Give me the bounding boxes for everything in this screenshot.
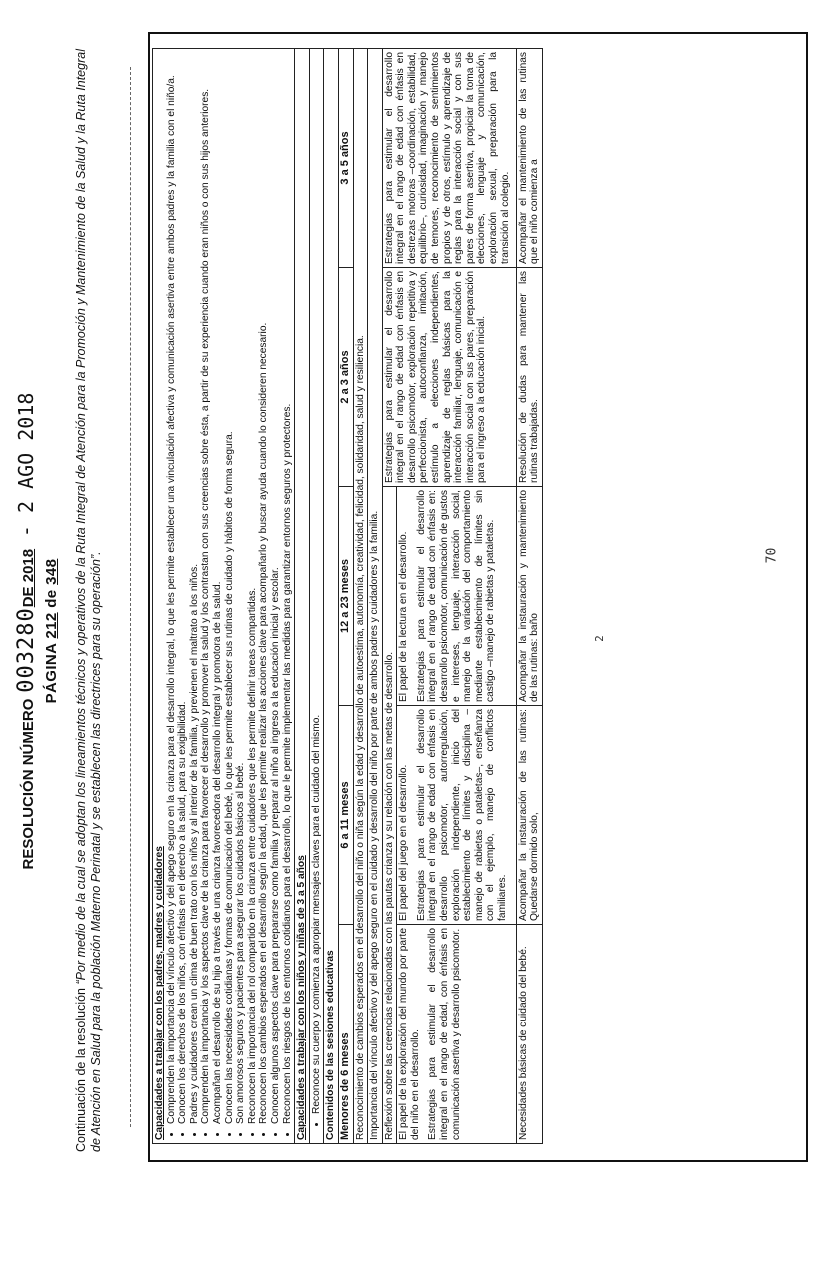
resolution-year: DE 2018 (20, 548, 37, 608)
age-header: 2 a 3 años (338, 268, 353, 487)
content-cell-3-5: Estrategias para estimular el desarrollo integral en el rango de edad con énfasis en destrezas motoras –coordinación, estabilidad, equilibrio–, curiosidad, imaginación y manejo de temores, reconocimiento de sentimientos propios y de otros, estímulo y aprendizaje de reglas para la interacción social y con sus pares de forma asertiva, propiciar la toma de elecciones, lenguaje y comunicación, exploración sexual, preparación para la transición al colegio. (382, 49, 516, 268)
list-item: • Padres y cuidadores crean un clima de buen trato con los niños y al interior de la familia, y previenen el maltrato a los niños. (189, 52, 201, 1124)
age-header: 6 a 11 meses (338, 706, 353, 925)
capacidades-ninos-title-row (295, 49, 310, 1144)
content-cell-2-3: Estrategias para estimular el desarrollo integral en el rango de edad con énfasis en desarrollo psicomotor, exploración repetitiva y perfeccionista, autoconfianza, imitación, estímulo a elecciones independientes, aprendizaje de reglas básicas para la interacción familiar, lenguaje, comunicación e interacción social con sus pares, preparación para el ingreso a la educación inicial. (382, 268, 516, 487)
pagina-label: PÁGINA (43, 643, 60, 704)
cell-paragraph: Estrategias para estimular el desarrollo integral en el rango de edad con énfasis en: desarrollo psicomotor, comunicación de gustos e intereses, lenguaje, interacción social, manejo de la variación del comportamiento mediante establecimiento de límites sin castigo –manejo de rabietas y pataletas. (415, 490, 497, 702)
page-number: 212 (43, 612, 60, 639)
list-item: • Reconocen los riesgos de los entornos cotidianos para el desarrollo, lo que le permite implementar las medidas para garantizar entornos seguros y protectores. (282, 52, 294, 1124)
reflexion-row (382, 49, 397, 1144)
content-cell-6-11 (397, 706, 516, 925)
intro-lead: Continuación de la resolución (74, 988, 88, 1152)
content-table (152, 48, 543, 1144)
content-cell-12-23 (397, 487, 516, 706)
page-count-line (43, 0, 60, 1262)
resolution-title-prefix: RESOLUCIÓN NÚMERO (20, 698, 37, 870)
wide-row (353, 49, 368, 1144)
list-item: • Conocen los derechos de los niños, con énfasis en el derecho a la salud, para su exigibilidad. (177, 52, 189, 1124)
list-item: • Comprenden la importancia del vínculo afectivo y del apego seguro en la crianza para el desarrollo integral, lo que les permite establecer una vinculación afectiva y comunicación asertiva entre ambos padres y la familia con el niño/a. (166, 52, 178, 1124)
capacidades-padres-title: Capacidades a trabajar con los padres, madres y cuidadores (154, 846, 165, 1140)
last-row (516, 49, 542, 1144)
content-cell-0-6 (397, 925, 516, 1144)
reflexion-cell: Reflexión sobre las creencias relacionadas con las pautas crianza y su relación con las metas de desarrollo. (382, 487, 397, 1144)
date-stamp: - 2 AGO 2018 (14, 392, 38, 538)
intro-paragraph (74, 42, 104, 1152)
capacidades-padres-cell (153, 49, 295, 1144)
age-header: Menores de 6 meses (338, 925, 353, 1144)
list-item: • Conocen algunos aspectos clave para prepararse como familia y preparar al niño al ingreso a la educación inicial y escolar. (270, 52, 282, 1124)
list-item: • Son amorosos seguros y pacientes para asegurar los cuidados básicos al bebé. (235, 52, 247, 1124)
intro-quote: “Por medio de la cual se adoptan los lineamientos técnicos y operativos de la Ruta Integral de Atención para la Promoción y Mantenimiento de la Salud y la Ruta Integral de Atención en Salud para la población Materno Perinatal y se establecen las directrices para su operación”. (74, 49, 103, 1152)
cell-paragraph: Estrategias para estimular el desarrollo integral en el rango de edad, con énfasis en comunicación asertiva y desarrollo psicomotor. (427, 928, 462, 1140)
separator-rule (130, 67, 131, 1127)
capacidades-ninos-title: Capacidades a trabajar con los niños y niñas de 3 a 5 años (295, 49, 310, 1144)
list-item: • Reconocen los cambios esperados en el desarrollo según la edad, que les permite realizar las acciones clave para acompañarlo y buscar ayuda cuando lo consideren necesario. (258, 52, 270, 1124)
contenidos-title: Contenidos de las sesiones educativas (324, 49, 339, 1144)
last-row-cell: Acompañar la instauración de las rutinas: Quedarse dormido solo, (516, 706, 542, 925)
contenidos-title-row (324, 49, 339, 1144)
page-total: 348 (43, 558, 60, 585)
capacidades-padres-list (166, 52, 294, 1140)
list-item: • Reconoce su cuerpo y comienza a apropiar mensajes claves para el cuidado del mismo. (311, 52, 323, 1114)
age-header: 12 a 23 meses (338, 487, 353, 706)
last-row-cell: Acompañar la instauración y mantenimiento de las rutinas: baño (516, 487, 542, 706)
margin-mark: 2 (592, 635, 606, 642)
last-row-cell: Necesidades básicas de cuidado del bebé. (516, 925, 542, 1144)
cell-paragraph: El papel de la exploración del mundo por parte del niño en el desarrollo. (398, 928, 421, 1140)
list-item: • Reconocen la importancia del rol compartido en la crianza entre cuidadores que les permite definir tareas compartidas. (247, 52, 259, 1124)
capacidades-ninos-list (311, 52, 323, 1140)
margin-mark: 70 (764, 547, 780, 564)
list-item: • Acompañan el desarrollo de su hijo a través de una crianza favorecedora del desarrollo integral y promotora de la salud. (212, 52, 224, 1124)
cell-paragraph: El papel de la lectura en el desarrollo. (398, 531, 410, 702)
resolution-number: 003280 (14, 607, 39, 693)
wide-row (368, 49, 383, 1144)
capacidades-padres-row (153, 49, 295, 1144)
capacidades-ninos-row (309, 49, 324, 1144)
cell-paragraph: El papel del juego en el desarrollo. (398, 764, 410, 921)
age-header-row (338, 49, 353, 1144)
list-item: • Comprenden la importancia y los aspectos clave de la crianza para favorecer el desarrollo y promover la salud y los contrastan con sus creencias sobre ésta, a partir de su experiencia cuando eran niños o con sus hijos anteriores. (200, 52, 212, 1124)
list-item: • Conocen las necesidades cotidianas y formas de comunicación del bebé, lo que les permite establecer sus rutinas de cuidado y hábitos de forma segura. (224, 52, 236, 1124)
resolution-number-line (14, 0, 41, 1262)
last-row-cell: Resolución de dudas para mantener las rutinas trabajadas. (516, 268, 542, 487)
age-header: 3 a 5 años (338, 49, 353, 268)
de-label: de (43, 589, 60, 608)
wide-row-cell: Reconocimiento de cambios esperados en el desarrollo del niño o niña según la edad y desarrollo de autoestima, autonomía, creatividad, felicidad, solidaridad, salud y resiliencia. (353, 49, 368, 1144)
wide-row-cell: Importancia del vínculo afectivo y del apego seguro en el cuidado y desarrollo del niño por parte de ambos padres y cuidadores y la familia. (368, 49, 383, 1144)
resolution-header (14, 0, 60, 1262)
last-row-cell: Acompañar el mantenimiento de las rutinas que el niño comienza a (516, 49, 542, 268)
capacidades-ninos-cell (309, 49, 324, 1144)
cell-paragraph: Estrategias para estimular el desarrollo integral en el rango de edad con énfasis en desarrollo psicomotor, autorregulación, exploración independiente, inicio del establecimiento de límites y disciplina – manejo de rabietas o pataletas–, enseñanza con el ejemplo, manejo de conflictos familiares. (415, 709, 509, 921)
